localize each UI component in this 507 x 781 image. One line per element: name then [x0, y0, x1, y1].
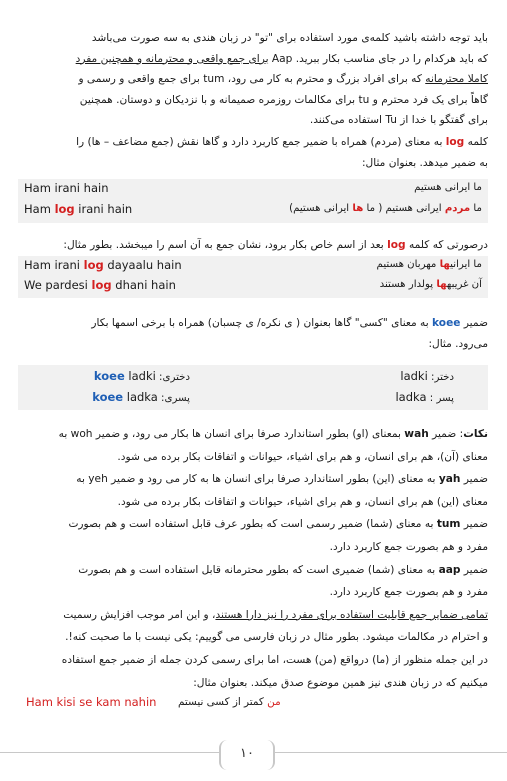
intro-line: گاهاً برای یک فرد محترم و tu برای مکالمات روزمره صمیمانه و با نزدیکان و دوستان. همچنین: [79, 93, 488, 106]
hindi-example: Ham log irani hain: [24, 202, 133, 216]
log-line: کلمه log به معنای (مردم) همراه با ضمیر جمع کاربرد دارد و گاها نقش (جمع مضاعف – ها) را: [76, 136, 488, 148]
underlined-phrase: کاملا محترمانه: [425, 73, 488, 85]
example-box-3: [18, 365, 488, 410]
log-proper-noun-paragraph: [18, 235, 488, 256]
example-row: [18, 201, 488, 221]
example-row: [18, 180, 488, 200]
footer-rule-left: [0, 752, 219, 753]
example-cell: دختر: ladki: [400, 369, 454, 383]
example-box-2: [18, 256, 488, 298]
example-row: [18, 277, 488, 297]
page-number: ۱۰: [219, 740, 275, 770]
underlined-phrase: تمامی ضمایر جمع قابلیت استفاده برای مفرد را نیز دارا هستند: [215, 608, 488, 621]
log-line: درصورتی که کلمه log بعد از اسم خاص بکار برود، نشان جمع به آن اسم را میبخشد. بطور مثال:: [63, 239, 488, 251]
persian-translation: ما ایرانیها مهربان هستیم: [376, 259, 482, 270]
example-row: [18, 257, 488, 277]
notes-section: [18, 423, 488, 694]
note-line: و احترام در مکالمات میشود. بطور مثال در زبان فارسی می گوییم: یکی نیست با ما صحبت کنه!.: [65, 631, 488, 644]
intro-line: که باید هرکدام را در جای مناسب بکار ببرید. Aap برای جمع واقعی و محترمانه و همچنین مفرد: [75, 52, 488, 65]
note-line: در این جمله منظور از (ما) درواقع (من) هست، اما برای رسمی کردن جمله از ضمیر جمع استفاده: [61, 653, 488, 666]
note-line: تمامی ضمایر جمع قابلیت استفاده برای مفرد را نیز دارا هستند، و این امر موجب افزایش رسمیت: [63, 608, 488, 621]
note-line: مفرد و هم بصورت جمع کاربرد دارد.: [329, 586, 488, 599]
final-persian-translation: من کمتر از کسی نیستم: [178, 696, 281, 708]
note-line: معنای (آن)، هم برای انسان، و هم برای اشیاء، حیوانات و اتفاقات بکار برده می شود.: [117, 450, 488, 463]
note-line: مفرد و هم بصورت جمع کاربرد دارد.: [329, 540, 488, 553]
footer-rule-right: [275, 752, 507, 753]
persian-translation: ما مردم ایرانی هستیم ( ما ها ایرانی هستیم): [289, 203, 482, 214]
note-line: ضمیر yah به معنای (این) بطور استاندارد صرفا برای انسان ها به کار می رود و ضمیر yeh به: [76, 473, 488, 486]
note-line: معنای (این) هم برای انسان، و هم برای اشیاء، حیوانات و اتفاقات بکار برده می شود.: [117, 495, 488, 508]
example-cell: پسر : ladka: [395, 390, 454, 404]
hindi-example: Ham irani log dayaalu hain: [24, 258, 182, 272]
underlined-phrase: برای جمع واقعی و محترمانه و همچنین مفرد: [75, 52, 269, 65]
intro-line: برای گفتگو با خدا از Tu استفاده می‌کنند.: [309, 114, 488, 126]
intro-line: باید توجه داشته باشید کلمه‌ی مورد استفاده برای "تو" در زبان هندی به سه صورت می‌باشد: [91, 32, 488, 44]
note-line: ضمیر tum به معنای (شما) ضمیر رسمی است که بطور عرف قابل استفاده است و هم بصورت: [68, 518, 488, 531]
log-paragraph: [18, 132, 488, 173]
koee-paragraph: [18, 313, 488, 354]
intro-paragraph: [18, 28, 488, 131]
note-line: میکنیم که در زبان هندی نیز همین موضوع صدق میکند. بعنوان مثال:: [193, 676, 488, 689]
koee-line: ضمیر koee به معنای "کسی" گاها بعنوان ( ی نکره/ ی چسبان) همراه با برخی اسمها بکار: [91, 317, 488, 329]
persian-translation: ما ایرانی هستیم: [414, 182, 482, 193]
log-line: به ضمیر میدهد. بعنوان مثال:: [361, 156, 488, 169]
log-keyword: log: [445, 136, 465, 148]
example-box-1: [18, 179, 488, 223]
example-cell: دختری: koee ladki: [93, 369, 190, 383]
intro-line: کاملا محترمانه که برای افراد بزرگ و محترم به کار می رود، tum برای جمع واقعی و رسمی و: [78, 73, 488, 85]
note-line: ضمیر aap به معنای (شما) ضمیری است که بطور محترمانه قابل استفاده است و هم بصورت: [78, 563, 488, 576]
example-cell: پسری: koee ladka: [92, 390, 190, 404]
final-hindi-example: Ham kisi se kam nahin: [26, 695, 157, 709]
hindi-example: Ham irani hain: [24, 181, 109, 195]
note-line: نکات: ضمیر wah بمعنای (او) بطور استاندارد صرفا برای انسان ها بکار می رود، و ضمیر woh به: [58, 428, 488, 440]
hindi-example: We pardesi log dhani hain: [24, 278, 176, 292]
persian-translation: آن غریبهها پولدار هستند: [379, 279, 482, 290]
koee-line: می‌رود. مثال:: [428, 337, 488, 350]
